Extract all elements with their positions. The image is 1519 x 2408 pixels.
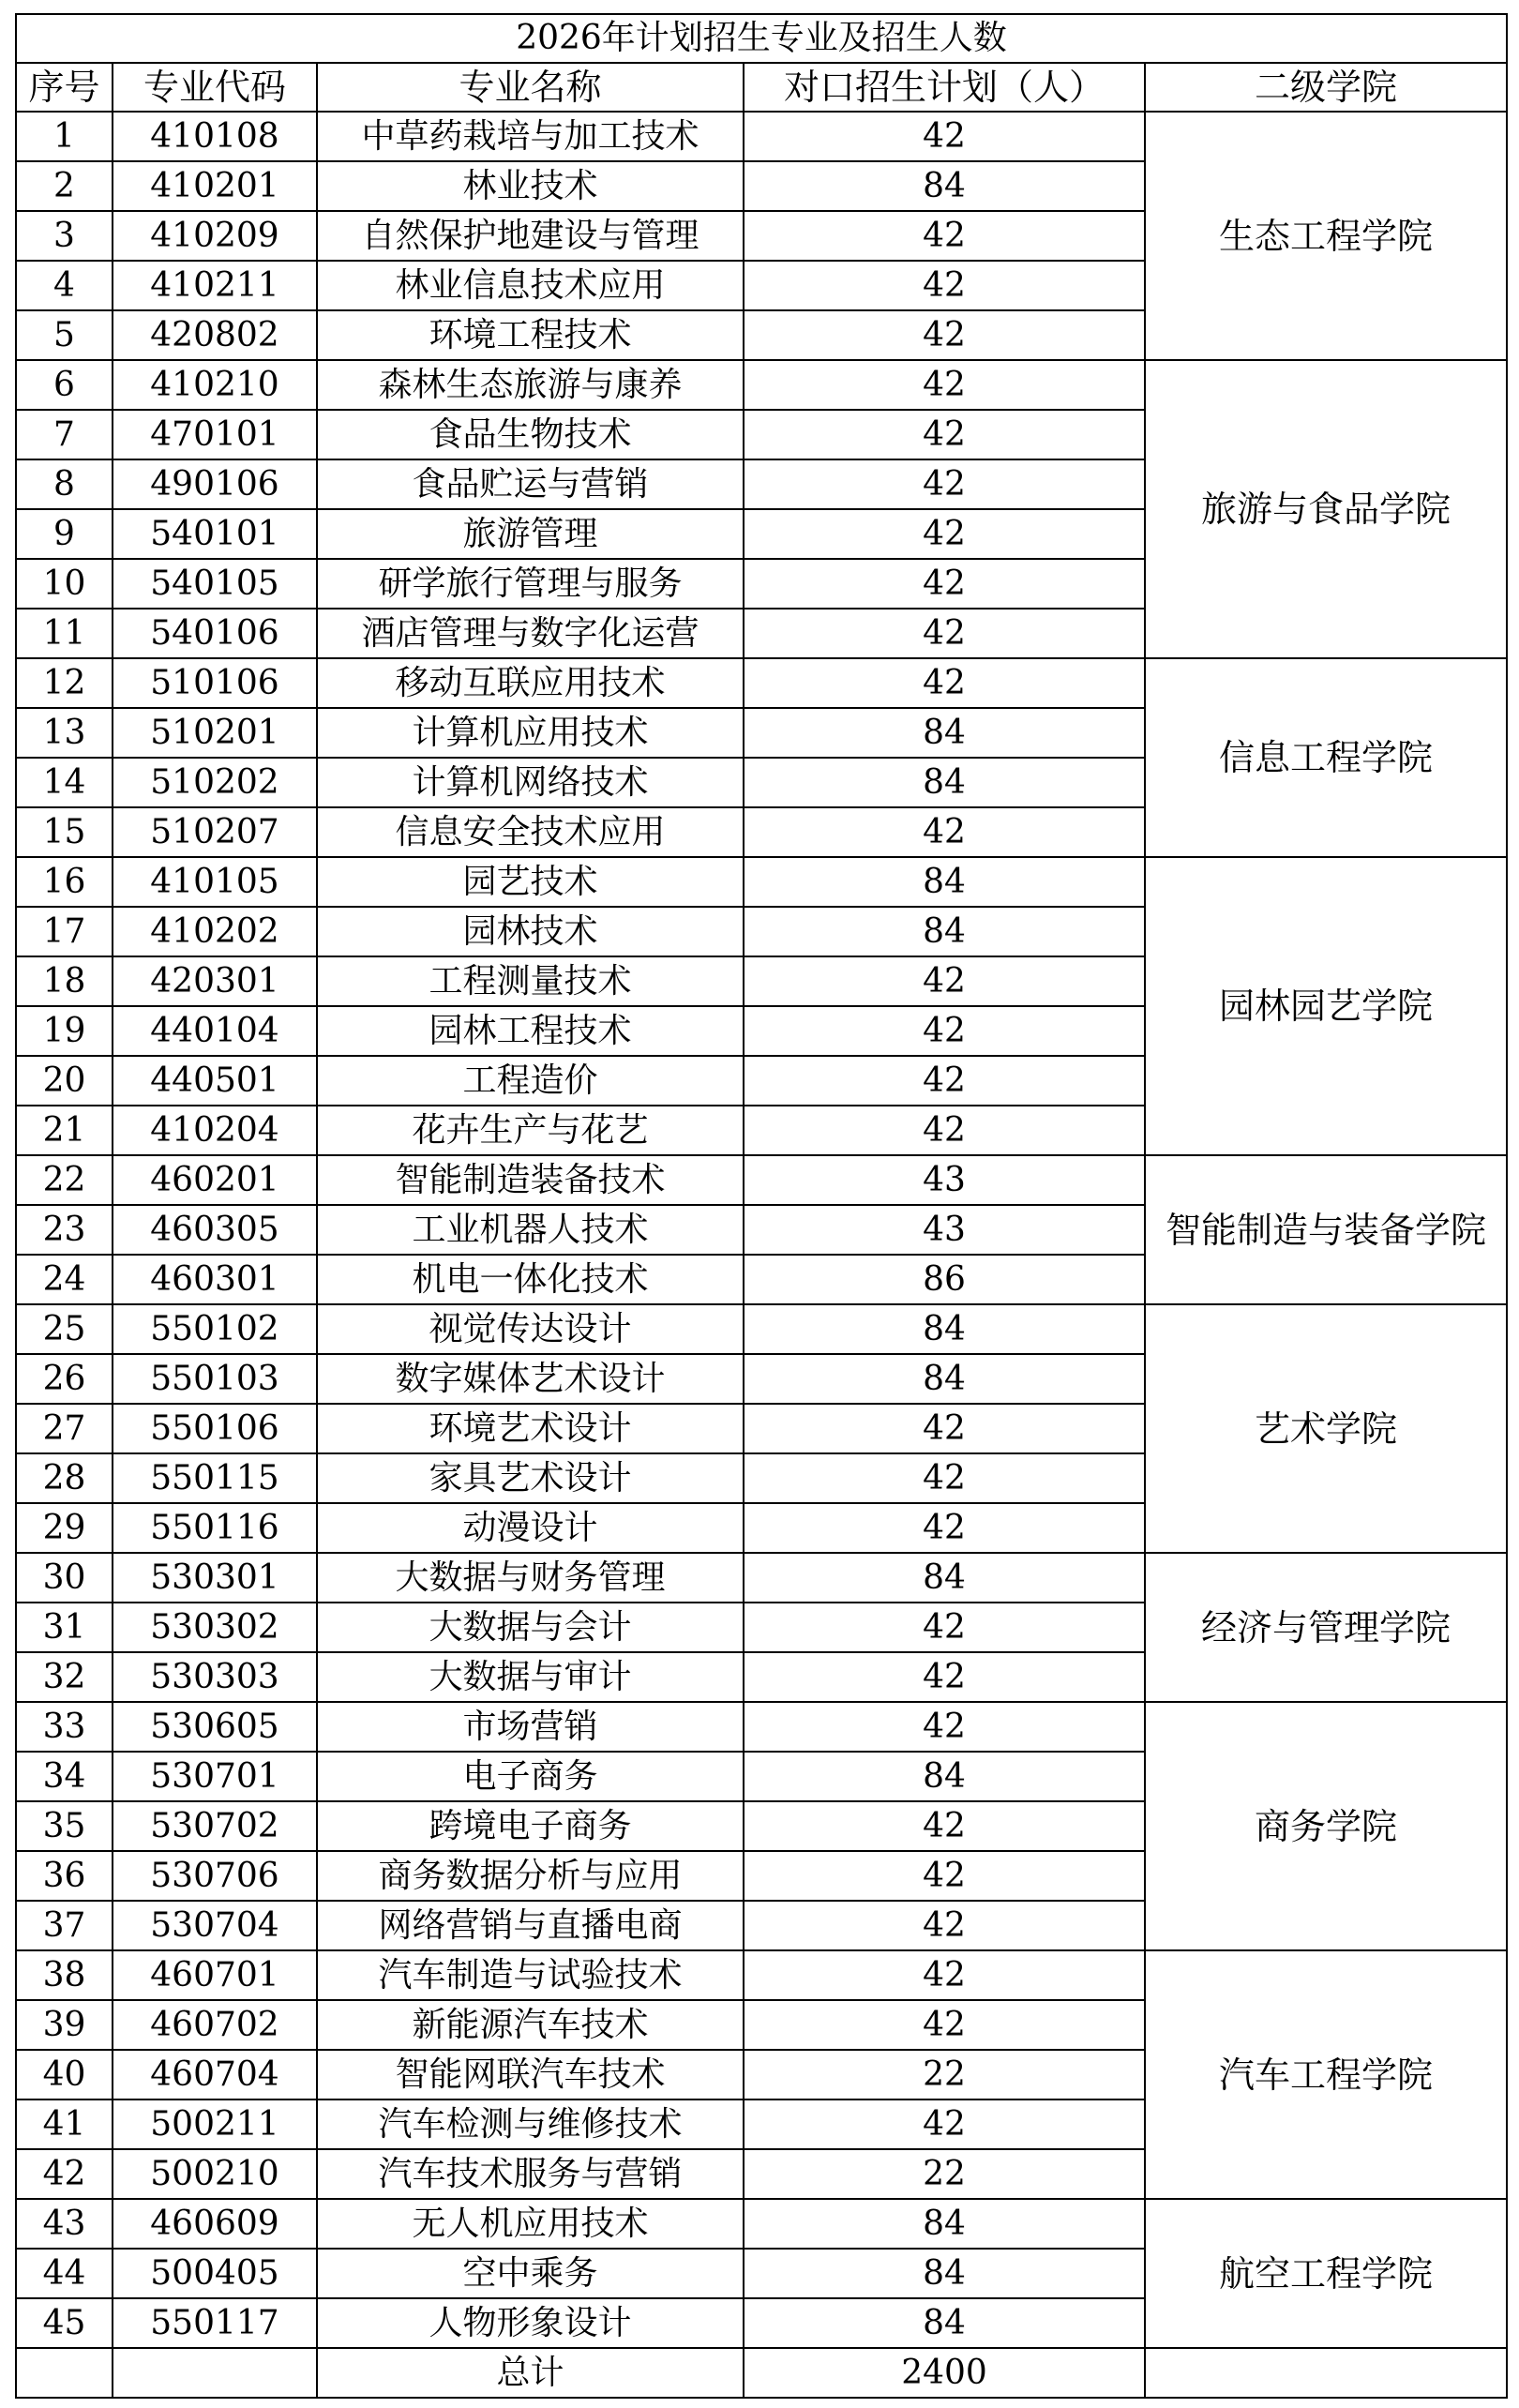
- row-index: 42: [16, 2149, 113, 2199]
- row-name: 园林技术: [317, 907, 744, 956]
- row-plan: 84: [744, 1553, 1145, 1603]
- row-name: 食品生物技术: [317, 410, 744, 459]
- row-name: 信息安全技术应用: [317, 807, 744, 857]
- row-index: 9: [16, 509, 113, 559]
- row-index: 15: [16, 807, 113, 857]
- row-name: 机电一体化技术: [317, 1255, 744, 1304]
- row-plan: 42: [744, 2000, 1145, 2050]
- row-name: 电子商务: [317, 1752, 744, 1801]
- row-index: 34: [16, 1752, 113, 1801]
- row-index: 37: [16, 1901, 113, 1950]
- row-code: 540101: [113, 509, 317, 559]
- row-name: 花卉生产与花艺: [317, 1106, 744, 1155]
- row-code: 540105: [113, 559, 317, 609]
- row-plan: 42: [744, 211, 1145, 261]
- total-empty-index: [16, 2348, 113, 2398]
- row-index: 35: [16, 1801, 113, 1851]
- row-name: 跨境电子商务: [317, 1801, 744, 1851]
- row-plan: 42: [744, 1652, 1145, 1702]
- row-plan: 84: [744, 708, 1145, 758]
- row-plan: 42: [744, 509, 1145, 559]
- row-name: 智能制造装备技术: [317, 1155, 744, 1205]
- row-code: 410202: [113, 907, 317, 956]
- row-plan: 42: [744, 1106, 1145, 1155]
- row-code: 410201: [113, 161, 317, 211]
- row-index: 45: [16, 2298, 113, 2348]
- row-plan: 42: [744, 2099, 1145, 2149]
- row-name: 工业机器人技术: [317, 1205, 744, 1255]
- row-name: 智能网联汽车技术: [317, 2050, 744, 2099]
- row-code: 500210: [113, 2149, 317, 2199]
- row-name: 汽车检测与维修技术: [317, 2099, 744, 2149]
- row-plan: 42: [744, 1453, 1145, 1503]
- row-index: 3: [16, 211, 113, 261]
- row-code: 500211: [113, 2099, 317, 2149]
- row-name: 食品贮运与营销: [317, 459, 744, 509]
- college-name: 信息工程学院: [1145, 658, 1507, 857]
- college-name: 园林园艺学院: [1145, 857, 1507, 1155]
- row-index: 13: [16, 708, 113, 758]
- header-name: 专业名称: [317, 63, 744, 112]
- row-name: 汽车技术服务与营销: [317, 2149, 744, 2199]
- row-plan: 42: [744, 1603, 1145, 1652]
- row-name: 园林工程技术: [317, 1006, 744, 1056]
- row-code: 410108: [113, 112, 317, 161]
- row-code: 510207: [113, 807, 317, 857]
- college-name: 艺术学院: [1145, 1304, 1507, 1553]
- total-row: [16, 2348, 1507, 2398]
- row-name: 数字媒体艺术设计: [317, 1354, 744, 1404]
- row-index: 18: [16, 956, 113, 1006]
- table-title: 2026年计划招生专业及招生人数: [16, 14, 1507, 63]
- row-name: 旅游管理: [317, 509, 744, 559]
- table-body: [16, 112, 1507, 2348]
- row-plan: 84: [744, 857, 1145, 907]
- row-index: 5: [16, 310, 113, 360]
- row-code: 460701: [113, 1950, 317, 2000]
- row-code: 530302: [113, 1603, 317, 1652]
- row-plan: 84: [744, 2298, 1145, 2348]
- row-code: 550103: [113, 1354, 317, 1404]
- row-index: 41: [16, 2099, 113, 2149]
- row-index: 43: [16, 2199, 113, 2249]
- row-name: 汽车制造与试验技术: [317, 1950, 744, 2000]
- college-name: 生态工程学院: [1145, 112, 1507, 360]
- row-code: 510202: [113, 758, 317, 807]
- college-name: 智能制造与装备学院: [1145, 1155, 1507, 1304]
- row-code: 410204: [113, 1106, 317, 1155]
- row-code: 530301: [113, 1553, 317, 1603]
- row-name: 市场营销: [317, 1702, 744, 1752]
- row-index: 4: [16, 261, 113, 310]
- total-value: 2400: [744, 2348, 1145, 2398]
- table-row: [16, 1155, 1507, 1205]
- row-plan: 42: [744, 956, 1145, 1006]
- college-name: 汽车工程学院: [1145, 1950, 1507, 2199]
- row-plan: 84: [744, 161, 1145, 211]
- row-index: 44: [16, 2249, 113, 2298]
- row-plan: 42: [744, 1056, 1145, 1106]
- row-plan: 42: [744, 1404, 1145, 1453]
- row-name: 商务数据分析与应用: [317, 1851, 744, 1901]
- row-index: 23: [16, 1205, 113, 1255]
- row-plan: 42: [744, 1702, 1145, 1752]
- row-name: 新能源汽车技术: [317, 2000, 744, 2050]
- row-index: 26: [16, 1354, 113, 1404]
- row-index: 28: [16, 1453, 113, 1503]
- row-name: 视觉传达设计: [317, 1304, 744, 1354]
- row-plan: 84: [744, 907, 1145, 956]
- row-code: 530701: [113, 1752, 317, 1801]
- row-plan: 86: [744, 1255, 1145, 1304]
- row-plan: 84: [744, 1752, 1145, 1801]
- row-name: 大数据与财务管理: [317, 1553, 744, 1603]
- row-plan: 42: [744, 1851, 1145, 1901]
- row-index: 25: [16, 1304, 113, 1354]
- total-label: 总计: [317, 2348, 744, 2398]
- total-empty-college: [1145, 2348, 1507, 2398]
- row-name: 林业信息技术应用: [317, 261, 744, 310]
- total-empty-code: [113, 2348, 317, 2398]
- row-name: 家具艺术设计: [317, 1453, 744, 1503]
- row-code: 550117: [113, 2298, 317, 2348]
- row-plan: 84: [744, 758, 1145, 807]
- row-index: 8: [16, 459, 113, 509]
- row-index: 40: [16, 2050, 113, 2099]
- row-name: 酒店管理与数字化运营: [317, 609, 744, 658]
- row-name: 大数据与审计: [317, 1652, 744, 1702]
- row-code: 460301: [113, 1255, 317, 1304]
- row-code: 510201: [113, 708, 317, 758]
- row-index: 16: [16, 857, 113, 907]
- row-index: 14: [16, 758, 113, 807]
- row-index: 38: [16, 1950, 113, 2000]
- row-code: 410211: [113, 261, 317, 310]
- row-code: 440501: [113, 1056, 317, 1106]
- row-code: 550116: [113, 1503, 317, 1553]
- row-index: 21: [16, 1106, 113, 1155]
- title-row: [16, 14, 1507, 63]
- row-plan: 42: [744, 658, 1145, 708]
- row-plan: 84: [744, 2199, 1145, 2249]
- row-name: 网络营销与直播电商: [317, 1901, 744, 1950]
- row-code: 410210: [113, 360, 317, 410]
- college-name: 商务学院: [1145, 1702, 1507, 1950]
- row-code: 500405: [113, 2249, 317, 2298]
- table-row: [16, 1304, 1507, 1354]
- header-plan: 对口招生计划（人）: [744, 63, 1145, 112]
- row-index: 39: [16, 2000, 113, 2050]
- row-plan: 22: [744, 2050, 1145, 2099]
- row-index: 6: [16, 360, 113, 410]
- row-index: 1: [16, 112, 113, 161]
- row-code: 460704: [113, 2050, 317, 2099]
- row-name: 无人机应用技术: [317, 2199, 744, 2249]
- row-index: 22: [16, 1155, 113, 1205]
- row-code: 550106: [113, 1404, 317, 1453]
- row-index: 2: [16, 161, 113, 211]
- row-name: 环境工程技术: [317, 310, 744, 360]
- header-code: 专业代码: [113, 63, 317, 112]
- row-code: 550115: [113, 1453, 317, 1503]
- row-name: 空中乘务: [317, 2249, 744, 2298]
- table-row: [16, 360, 1507, 410]
- row-plan: 42: [744, 1801, 1145, 1851]
- row-code: 530303: [113, 1652, 317, 1702]
- row-code: 490106: [113, 459, 317, 509]
- row-index: 27: [16, 1404, 113, 1453]
- row-plan: 42: [744, 1503, 1145, 1553]
- row-name: 森林生态旅游与康养: [317, 360, 744, 410]
- row-code: 460702: [113, 2000, 317, 2050]
- row-code: 550102: [113, 1304, 317, 1354]
- row-plan: 42: [744, 559, 1145, 609]
- row-index: 12: [16, 658, 113, 708]
- row-plan: 42: [744, 459, 1145, 509]
- row-plan: 42: [744, 310, 1145, 360]
- row-plan: 42: [744, 410, 1145, 459]
- row-name: 环境艺术设计: [317, 1404, 744, 1453]
- row-code: 410209: [113, 211, 317, 261]
- table-row: [16, 2199, 1507, 2249]
- row-plan: 84: [744, 1354, 1145, 1404]
- row-name: 园艺技术: [317, 857, 744, 907]
- header-index: 序号: [16, 63, 113, 112]
- row-index: 11: [16, 609, 113, 658]
- row-plan: 84: [744, 1304, 1145, 1354]
- row-index: 33: [16, 1702, 113, 1752]
- row-plan: 42: [744, 807, 1145, 857]
- row-index: 19: [16, 1006, 113, 1056]
- row-name: 计算机应用技术: [317, 708, 744, 758]
- college-name: 旅游与食品学院: [1145, 360, 1507, 658]
- row-name: 研学旅行管理与服务: [317, 559, 744, 609]
- row-code: 440104: [113, 1006, 317, 1056]
- college-name: 经济与管理学院: [1145, 1553, 1507, 1702]
- row-index: 7: [16, 410, 113, 459]
- row-code: 530704: [113, 1901, 317, 1950]
- header-row: [16, 63, 1507, 112]
- row-index: 17: [16, 907, 113, 956]
- row-code: 460609: [113, 2199, 317, 2249]
- table-row: [16, 112, 1507, 161]
- row-name: 林业技术: [317, 161, 744, 211]
- row-plan: 43: [744, 1155, 1145, 1205]
- row-plan: 42: [744, 261, 1145, 310]
- row-index: 36: [16, 1851, 113, 1901]
- row-name: 动漫设计: [317, 1503, 744, 1553]
- row-plan: 42: [744, 360, 1145, 410]
- row-code: 530706: [113, 1851, 317, 1901]
- row-index: 31: [16, 1603, 113, 1652]
- row-plan: 42: [744, 1901, 1145, 1950]
- row-index: 29: [16, 1503, 113, 1553]
- row-name: 工程测量技术: [317, 956, 744, 1006]
- row-code: 530702: [113, 1801, 317, 1851]
- row-code: 420802: [113, 310, 317, 360]
- row-index: 30: [16, 1553, 113, 1603]
- row-plan: 43: [744, 1205, 1145, 1255]
- row-name: 移动互联应用技术: [317, 658, 744, 708]
- row-code: 530605: [113, 1702, 317, 1752]
- row-code: 460305: [113, 1205, 317, 1255]
- enrollment-table: [15, 13, 1508, 2399]
- row-code: 510106: [113, 658, 317, 708]
- table-row: [16, 1702, 1507, 1752]
- table-row: [16, 658, 1507, 708]
- table-row: [16, 1950, 1507, 2000]
- row-name: 计算机网络技术: [317, 758, 744, 807]
- row-plan: 22: [744, 2149, 1145, 2199]
- table-row: [16, 857, 1507, 907]
- table-row: [16, 1553, 1507, 1603]
- row-code: 420301: [113, 956, 317, 1006]
- row-index: 20: [16, 1056, 113, 1106]
- row-plan: 42: [744, 112, 1145, 161]
- row-name: 人物形象设计: [317, 2298, 744, 2348]
- row-plan: 84: [744, 2249, 1145, 2298]
- row-name: 中草药栽培与加工技术: [317, 112, 744, 161]
- college-name: 航空工程学院: [1145, 2199, 1507, 2348]
- row-name: 自然保护地建设与管理: [317, 211, 744, 261]
- row-code: 470101: [113, 410, 317, 459]
- row-code: 410105: [113, 857, 317, 907]
- row-code: 540106: [113, 609, 317, 658]
- row-plan: 42: [744, 609, 1145, 658]
- row-name: 工程造价: [317, 1056, 744, 1106]
- row-index: 24: [16, 1255, 113, 1304]
- row-name: 大数据与会计: [317, 1603, 744, 1652]
- row-index: 32: [16, 1652, 113, 1702]
- row-code: 460201: [113, 1155, 317, 1205]
- row-index: 10: [16, 559, 113, 609]
- row-plan: 42: [744, 1006, 1145, 1056]
- row-plan: 42: [744, 1950, 1145, 2000]
- header-college: 二级学院: [1145, 63, 1507, 112]
